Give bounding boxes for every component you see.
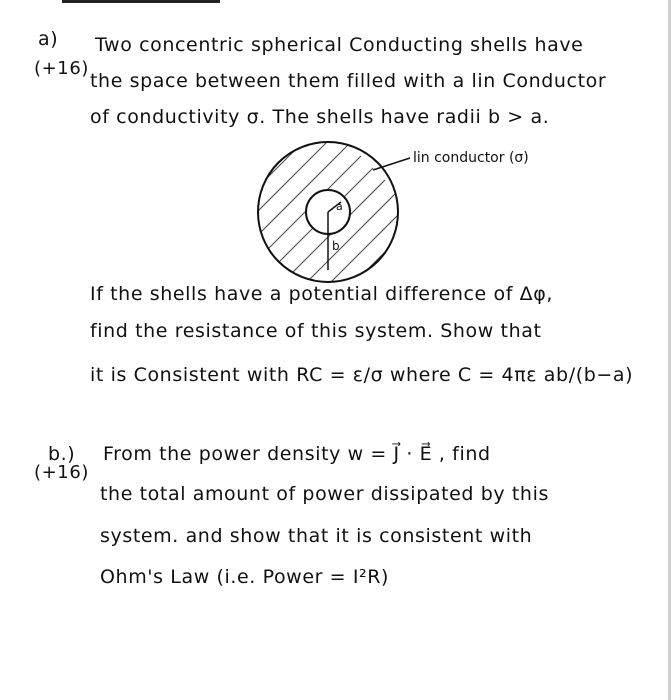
- problem-b-line-2: the total amount of power dissipated by this: [100, 483, 549, 505]
- problem-a-points: (+16): [34, 58, 90, 79]
- problem-b-line-1: From the power density w = J⃗ · E⃗ , find: [103, 443, 491, 465]
- problem-a-line-3: of conductivity σ. The shells have radii b > a.: [90, 106, 550, 128]
- top-rule-line: [62, 0, 220, 3]
- problem-a-line-1: Two concentric spherical Conducting shells have: [95, 34, 584, 56]
- problem-b-label: b.): [48, 443, 76, 465]
- problem-b-line-4: Ohm's Law (i.e. Power = I²R): [100, 566, 390, 588]
- problem-a-question-1: If the shells have a potential difference of Δφ,: [90, 283, 554, 305]
- problem-b-points: (+16): [34, 462, 90, 483]
- concentric-shells-diagram: [245, 140, 585, 285]
- problem-a-line-2: the space between them filled with a lin Conductor: [90, 70, 607, 92]
- outer-radius-label: b: [332, 239, 340, 253]
- problem-a-label: a): [38, 28, 59, 50]
- problem-a-question-3: it is Consistent with RC = ε/σ where C = 4πε ab/(b−a): [90, 364, 634, 386]
- conductor-callout: lin conductor (σ): [413, 150, 529, 166]
- problem-a-question-2: find the resistance of this system. Show that: [90, 320, 542, 342]
- inner-radius-label: a: [336, 200, 343, 213]
- problem-b-line-3: system. and show that it is consistent with: [100, 525, 533, 547]
